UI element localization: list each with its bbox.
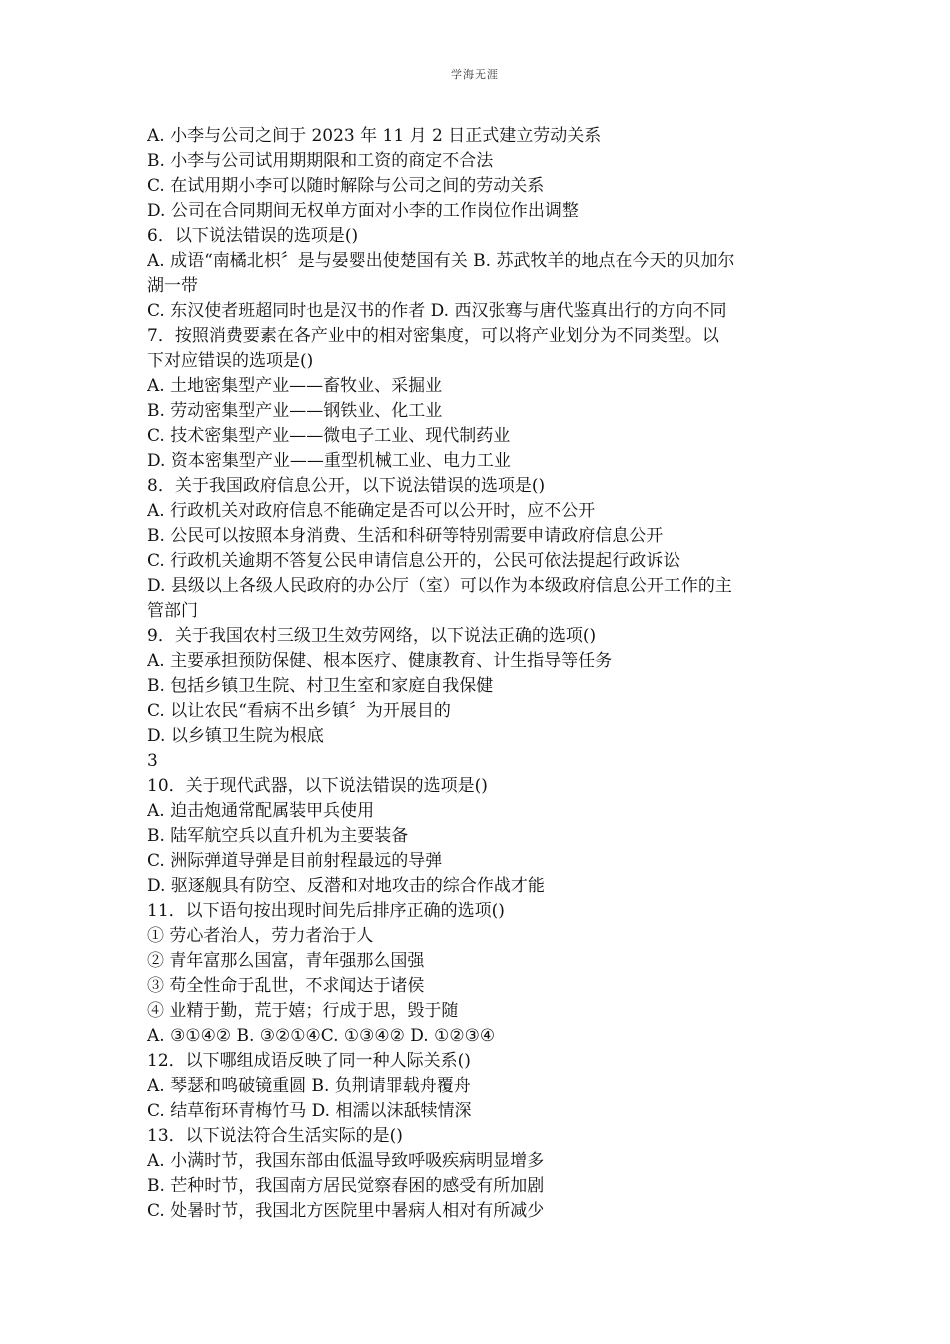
text-line: B. 劳动密集型产业——钢铁业、化工业 [147, 401, 443, 421]
text-line: ② 青年富那么国富，青年强那么国强 [147, 951, 425, 971]
text-line: C. 技术密集型产业——微电子工业、现代制药业 [147, 426, 511, 446]
text-line: A. 行政机关对政府信息不能确定是否可以公开时，应不公开 [147, 501, 596, 521]
text-line: A. 小李与公司之间于 2023 年 11 月 2 日正式建立劳动关系 [147, 126, 602, 146]
text-line: 管部门 [147, 601, 198, 621]
text-line: C. 在试用期小李可以随时解除与公司之间的劳动关系 [147, 176, 545, 196]
text-line: 下对应错误的选项是() [147, 351, 314, 371]
text-line: A. 迫击炮通常配属装甲兵使用 [147, 801, 375, 821]
text-line: D. 资本密集型产业——重型机械工业、电力工业 [147, 451, 511, 471]
text-line: D. 县级以上各级人民政府的办公厅（室）可以作为本级政府信息公开工作的主 [147, 576, 732, 596]
document-body [147, 124, 807, 1224]
text-line: B. 包括乡镇卫生院、村卫生室和家庭自我保健 [147, 676, 494, 696]
text-line: D. 公司在合同期间无权单方面对小李的工作岗位作出调整 [147, 201, 579, 221]
text-line: 3 [147, 751, 158, 771]
text-line: 11．以下语句按出现时间先后排序正确的选项() [147, 901, 505, 921]
text-line: 9．关于我国农村三级卫生效劳网络，以下说法正确的选项() [147, 626, 597, 646]
text-line: 13．以下说法符合生活实际的是() [147, 1126, 403, 1146]
text-line: C. 处暑时节，我国北方医院里中暑病人相对有所减少 [147, 1201, 545, 1221]
text-line: 7．按照消费要素在各产业中的相对密集度，可以将产业划分为不同类型。以 [147, 326, 719, 346]
text-line: A. 琴瑟和鸣破镜重圆 B. 负荆请罪载舟覆舟 [147, 1076, 471, 1096]
text-line: ④ 业精于勤，荒于嬉；行成于思，毁于随 [147, 1001, 459, 1021]
text-line: A. 成语“南橘北枳〞是与晏婴出使楚国有关 B. 苏武牧羊的地点在今天的贝加尔 [147, 251, 735, 271]
text-line: B. 公民可以按照本身消费、生活和科研等特别需要申请政府信息公开 [147, 526, 664, 546]
text-line: 湖一带 [147, 276, 198, 296]
text-line: B. 陆军航空兵以直升机为主要装备 [147, 826, 409, 846]
text-line: C. 洲际弹道导弹是目前射程最远的导弹 [147, 851, 443, 871]
text-line: B. 芒种时节，我国南方居民觉察春困的感受有所加剧 [147, 1176, 545, 1196]
page-header: 学海无涯 [451, 68, 499, 81]
text-line: A. 土地密集型产业——畜牧业、采掘业 [147, 376, 443, 396]
text-line: A. 小满时节，我国东部由低温导致呼吸疾病明显增多 [147, 1151, 545, 1171]
text-line: C. 行政机关逾期不答复公民申请信息公开的，公民可依法提起行政诉讼 [147, 551, 681, 571]
text-line: D. 驱逐舰具有防空、反潜和对地攻击的综合作战才能 [147, 876, 545, 896]
text-line: 10．关于现代武器，以下说法错误的选项是() [147, 776, 488, 796]
text-line: 12．以下哪组成语反映了同一种人际关系() [147, 1051, 471, 1071]
text-line: C. 东汉使者班超同时也是汉书的作者 D. 西汉张骞与唐代鉴真出行的方向不同 [147, 301, 727, 321]
text-line: C. 结草衔环青梅竹马 D. 相濡以沫舐犊情深 [147, 1101, 472, 1121]
text-line: ① 劳心者治人，劳力者治于人 [147, 926, 374, 946]
text-line: 6．以下说法错误的选项是() [147, 226, 359, 246]
text-line: 8．关于我国政府信息公开，以下说法错误的选项是() [147, 476, 546, 496]
text-line: D. 以乡镇卫生院为根底 [147, 726, 324, 746]
text-line: A. 主要承担预防保健、根本医疗、健康教育、计生指导等任务 [147, 651, 613, 671]
text-line: ③ 苟全性命于乱世，不求闻达于诸侯 [147, 976, 425, 996]
text-line: C. 以让农民“看病不出乡镇〞为开展目的 [147, 701, 451, 721]
text-line: B. 小李与公司试用期期限和工资的商定不合法 [147, 151, 494, 171]
text-line: A. ③①④② B. ③②①④C. ①③④② D. ①②③④ [147, 1026, 496, 1046]
